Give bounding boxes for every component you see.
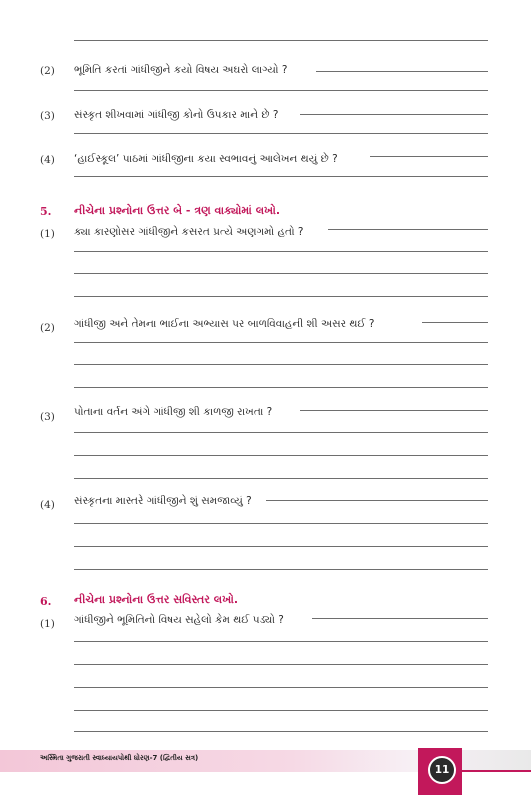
answer-line — [74, 176, 488, 177]
question-number: (4) — [40, 154, 55, 166]
question-text: ‘હાઈસ્કૂલ’ પાઠમાં ગાંધીજીના કયા સ્વભાવનું આલેખન થયું છે ? — [74, 153, 338, 165]
section-number: 5. — [40, 205, 52, 218]
answer-line — [74, 251, 488, 252]
answer-line — [74, 90, 488, 91]
section-heading: નીચેના પ્રશ્નોના ઉત્તર સવિસ્તર લખો. — [74, 593, 239, 606]
answer-line — [74, 569, 488, 570]
book-title: અસ્મિતા ગુજરાતી સ્વાધ્યાયપોથી ધોરણ-7 (દ્વિતીય સત્ર) — [40, 754, 199, 762]
question-number: (2) — [40, 65, 55, 77]
answer-line — [74, 342, 488, 343]
answer-line — [74, 546, 488, 547]
question-text: ગાંધીજીને ભૂમિતિનો વિષય સહેલો કેમ થઈ પડ્યો ? — [74, 614, 284, 626]
answer-line — [74, 523, 488, 524]
answer-line — [74, 273, 488, 274]
answer-line — [74, 478, 488, 479]
page-number: 11 — [428, 756, 456, 784]
answer-line — [74, 731, 488, 732]
answer-line — [328, 229, 488, 230]
answer-line — [370, 156, 488, 157]
section-heading: નીચેના પ્રશ્નોના ઉત્તર બે - ત્રણ વાક્યોમાં લખો. — [74, 204, 280, 217]
question-number: (4) — [40, 499, 55, 511]
question-text: સંસ્કૃત શીખવામાં ગાંધીજી કોનો ઉપકાર માને છે ? — [74, 109, 279, 121]
answer-line — [422, 322, 488, 323]
answer-line — [74, 687, 488, 688]
question-number: (2) — [40, 322, 55, 334]
question-number: (1) — [40, 228, 55, 240]
answer-line — [74, 133, 488, 134]
answer-line — [74, 296, 488, 297]
answer-line — [74, 387, 488, 388]
answer-line — [74, 641, 488, 642]
question-text: ક્યા કારણોસર ગાંધીજીને કસરત પ્રત્યે અણગમો હતો ? — [74, 226, 304, 238]
answer-line — [74, 40, 488, 41]
answer-line — [74, 455, 488, 456]
answer-line — [316, 71, 488, 72]
answer-line — [300, 410, 488, 411]
question-number: (3) — [40, 411, 55, 423]
question-text: સંસ્કૃતના માસ્તરે ગાંધીજીને શું સમજાવ્યું ? — [74, 495, 252, 507]
section-number: 6. — [40, 595, 52, 608]
question-text: ગાંધીજી અને તેમના ભાઈના અભ્યાસ પર બાળવિવાહની શી અસર થઈ ? — [74, 318, 375, 330]
answer-line — [74, 432, 488, 433]
answer-line — [300, 114, 488, 115]
question-number: (1) — [40, 618, 55, 630]
footer-accent-line — [462, 770, 531, 772]
question-text: પોતાના વર્તન અંગે ગાંધીજી શી કાળજી રાખતા ? — [74, 406, 273, 418]
answer-line — [74, 664, 488, 665]
answer-line — [266, 500, 488, 501]
question-number: (3) — [40, 110, 55, 122]
answer-line — [74, 710, 488, 711]
answer-line — [74, 364, 488, 365]
answer-line — [312, 618, 488, 619]
question-text: ભૂમિતિ કરતાં ગાંધીજીને કયો વિષય અઘરો લાગ્યો ? — [74, 64, 288, 76]
